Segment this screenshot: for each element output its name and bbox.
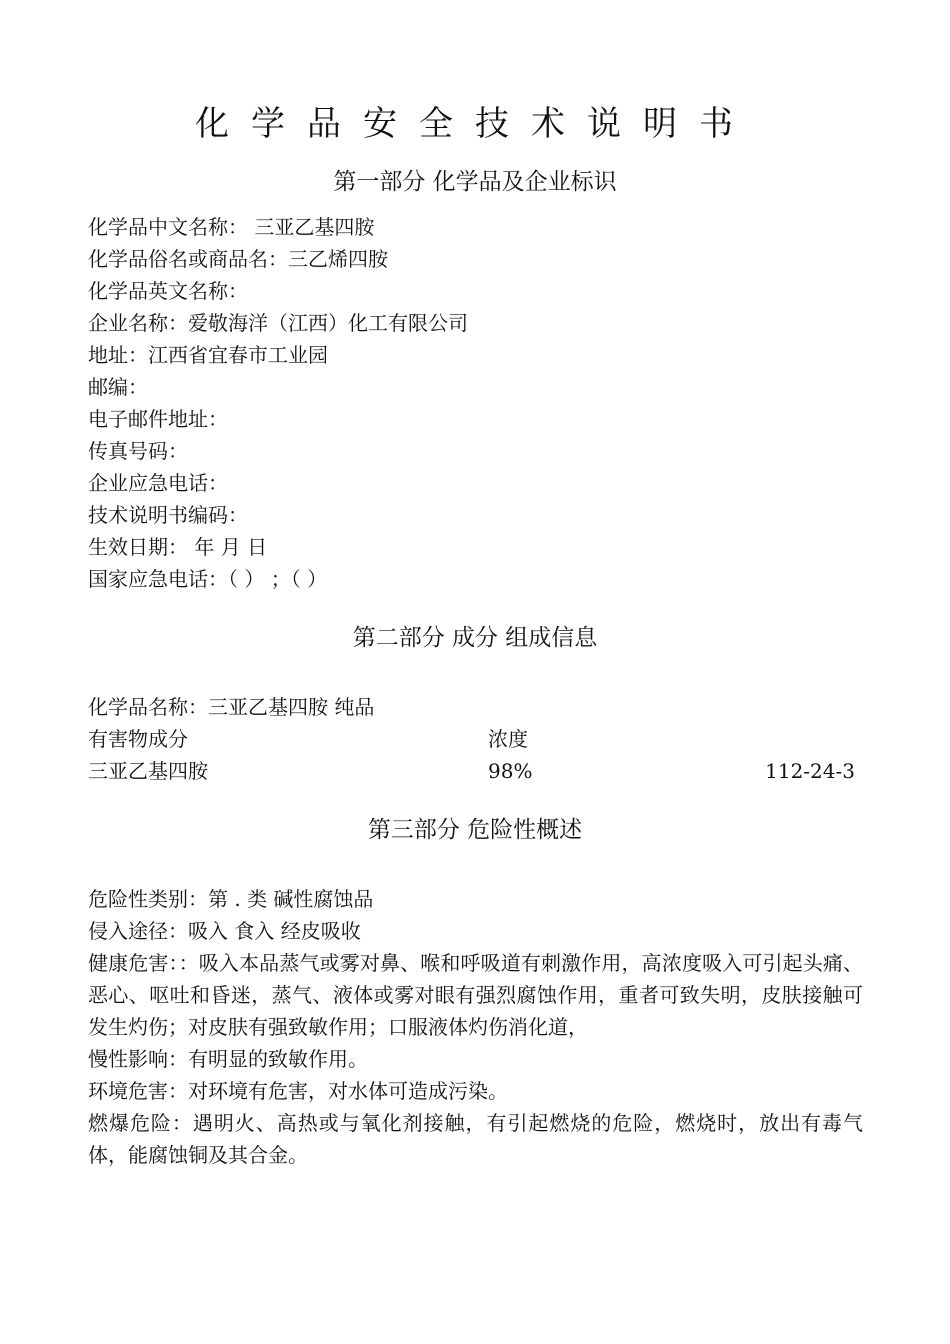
- field-common-name: 化学品俗名或商品名：三乙烯四胺: [88, 247, 388, 271]
- field-sds-code: 技术说明书编码：: [88, 503, 248, 527]
- table-header-concentration: 浓度: [488, 727, 528, 751]
- hazard-class: 危险性类别：第 . 类 碱性腐蚀品: [88, 887, 374, 911]
- field-fax: 传真号码：: [88, 439, 188, 463]
- chronic-effect: 慢性影响：有明显的致敏作用。: [88, 1047, 368, 1071]
- environmental-hazard: 环境危害：对环境有危害，对水体可造成污染。: [88, 1079, 508, 1103]
- health-hazard: 健康危害：：吸入本品蒸气或雾对鼻、喉和呼吸道有刺激作用，高浓度吸入可引起头痛、恶心、呕吐和昏迷，蒸气、液体或雾对眼有强烈腐蚀作用，重者可致失明，皮肤接触可发生灼伤；对皮肤有强致敏作用；口服液体灼伤消化道，: [88, 951, 863, 1039]
- document-title: 化学品安全技术说明书: [195, 104, 755, 144]
- product-name-line: 化学品名称：三亚乙基四胺 纯品: [88, 695, 375, 719]
- section-2-heading: 第二部分 成分 组成信息: [352, 625, 598, 651]
- field-email: 电子邮件地址：: [88, 407, 228, 431]
- field-chinese-name: 化学品中文名称： 三亚乙基四胺: [88, 215, 375, 239]
- section-1-heading: 第一部分 化学品及企业标识: [333, 169, 617, 195]
- field-effective-date: 生效日期： 年 月 日: [88, 535, 268, 559]
- section-3-heading: 第三部分 危险性概述: [367, 817, 583, 843]
- fire-explosion-hazard: 燃爆危险：遇明火、高热或与氧化剂接触，有引起燃烧的危险，燃烧时，放出有毒气体，能腐蚀铜及其合金。: [88, 1111, 863, 1167]
- field-national-emergency-phone: 国家应急电话：（ ） ；（ ）: [88, 567, 328, 591]
- table-header-component: 有害物成分: [88, 727, 188, 751]
- field-english-name: 化学品英文名称：: [88, 279, 248, 303]
- table-row-component: 三亚乙基四胺: [88, 759, 208, 783]
- table-row-concentration: 98%: [488, 759, 533, 783]
- field-emergency-phone: 企业应急电话：: [88, 471, 228, 495]
- field-address: 地址：江西省宜春市工业园: [88, 343, 328, 367]
- table-row-cas: 112-24-3: [765, 759, 855, 783]
- field-postcode: 邮编：: [88, 375, 148, 399]
- exposure-route: 侵入途径：吸入 食入 经皮吸收: [88, 919, 361, 943]
- field-company-name: 企业名称：爱敬海洋（江西）化工有限公司: [88, 311, 468, 335]
